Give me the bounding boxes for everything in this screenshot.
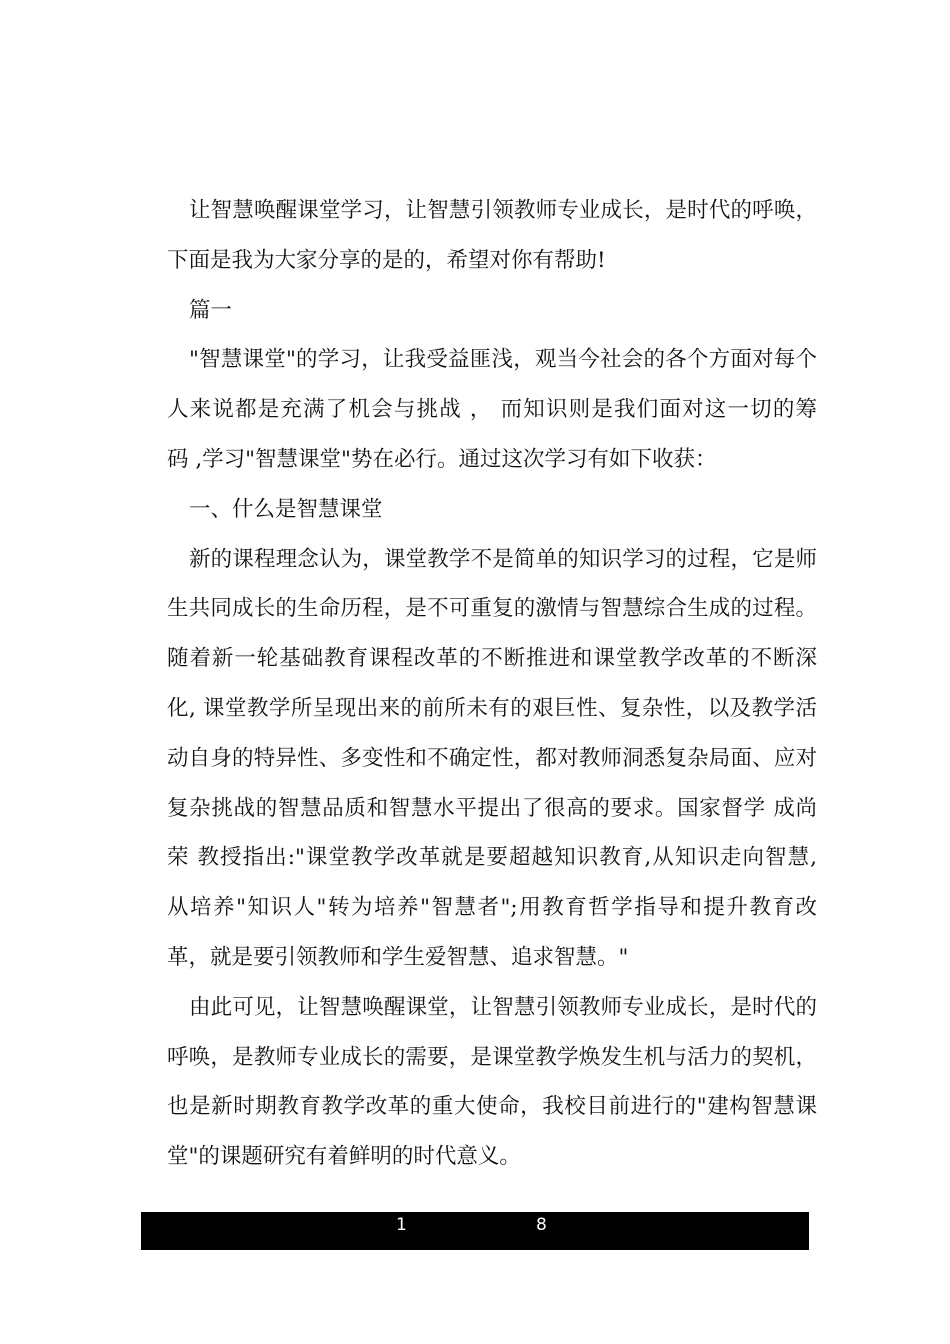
text-line: 下面是我为大家分享的是的，希望对你有帮助!	[167, 247, 606, 273]
text-line: 码 ,学习"智慧课堂"势在必行。通过这次学习有如下收获：	[167, 446, 717, 472]
text-line: 新的课程理念认为，课堂教学不是简单的知识学习的过程，它是师	[189, 546, 817, 572]
text-line: 革，就是要引领教师和学生爱智慧、追求智慧。"	[167, 944, 629, 970]
body-paragraph	[145, 983, 817, 1182]
current-page-number: 1	[396, 1215, 407, 1235]
text-line: 篇一	[189, 297, 233, 323]
text-line: 荣 教授指出:"课堂教学改革就是要超越知识教育,从知识走向智慧,	[167, 845, 817, 871]
total-pages-number: 8	[536, 1215, 547, 1235]
body-paragraph	[145, 335, 817, 484]
text-line: 呼唤，是教师专业成长的需要，是课堂教学焕发生机与活力的契机，	[167, 1044, 817, 1070]
text-line: 生共同成长的生命历程，是不可重复的激情与智慧综合生成的过程。	[167, 596, 817, 622]
text-line: "智慧课堂"的学习，让我受益匪浅，观当今社会的各个方面对每个	[189, 347, 817, 373]
text-line: 人来说都是充满了机会与挑战 ， 而知识则是我们面对这一切的筹	[167, 397, 817, 423]
text-line: 动自身的特异性、多变性和不确定性，都对教师洞悉复杂局面、应对	[167, 745, 817, 771]
text-line: 化, 课堂教学所呈现出来的前所未有的艰巨性、复杂性，以及教学活	[167, 695, 817, 721]
text-line: 也是新时期教育教学改革的重大使命，我校目前进行的"建构智慧课	[167, 1094, 817, 1120]
text-line: 堂"的课题研究有着鲜明的时代意义。	[167, 1144, 521, 1170]
text-line: 由此可见，让智慧唤醒课堂，让智慧引领教师专业成长，是时代的	[189, 994, 817, 1020]
page-footer-bar	[141, 1212, 809, 1250]
text-line: 随着新一轮基础教育课程改革的不断推进和课堂教学改革的不断深	[167, 646, 817, 672]
text-line: 一、什么是智慧课堂	[189, 496, 383, 522]
intro-paragraph	[145, 186, 817, 286]
document-body	[145, 186, 817, 1182]
text-line: 复杂挑战的智慧品质和智慧水平提出了很高的要求。国家督学 成尚	[167, 795, 817, 821]
section-label	[145, 286, 817, 336]
section-heading	[145, 485, 817, 535]
text-line: 从培养"知识人"转为培养"智慧者";用教育哲学指导和提升教育改	[167, 895, 817, 921]
text-line: 让智慧唤醒课堂学习，让智慧引领教师专业成长，是时代的呼唤，	[189, 198, 817, 223]
body-paragraph	[145, 535, 817, 983]
